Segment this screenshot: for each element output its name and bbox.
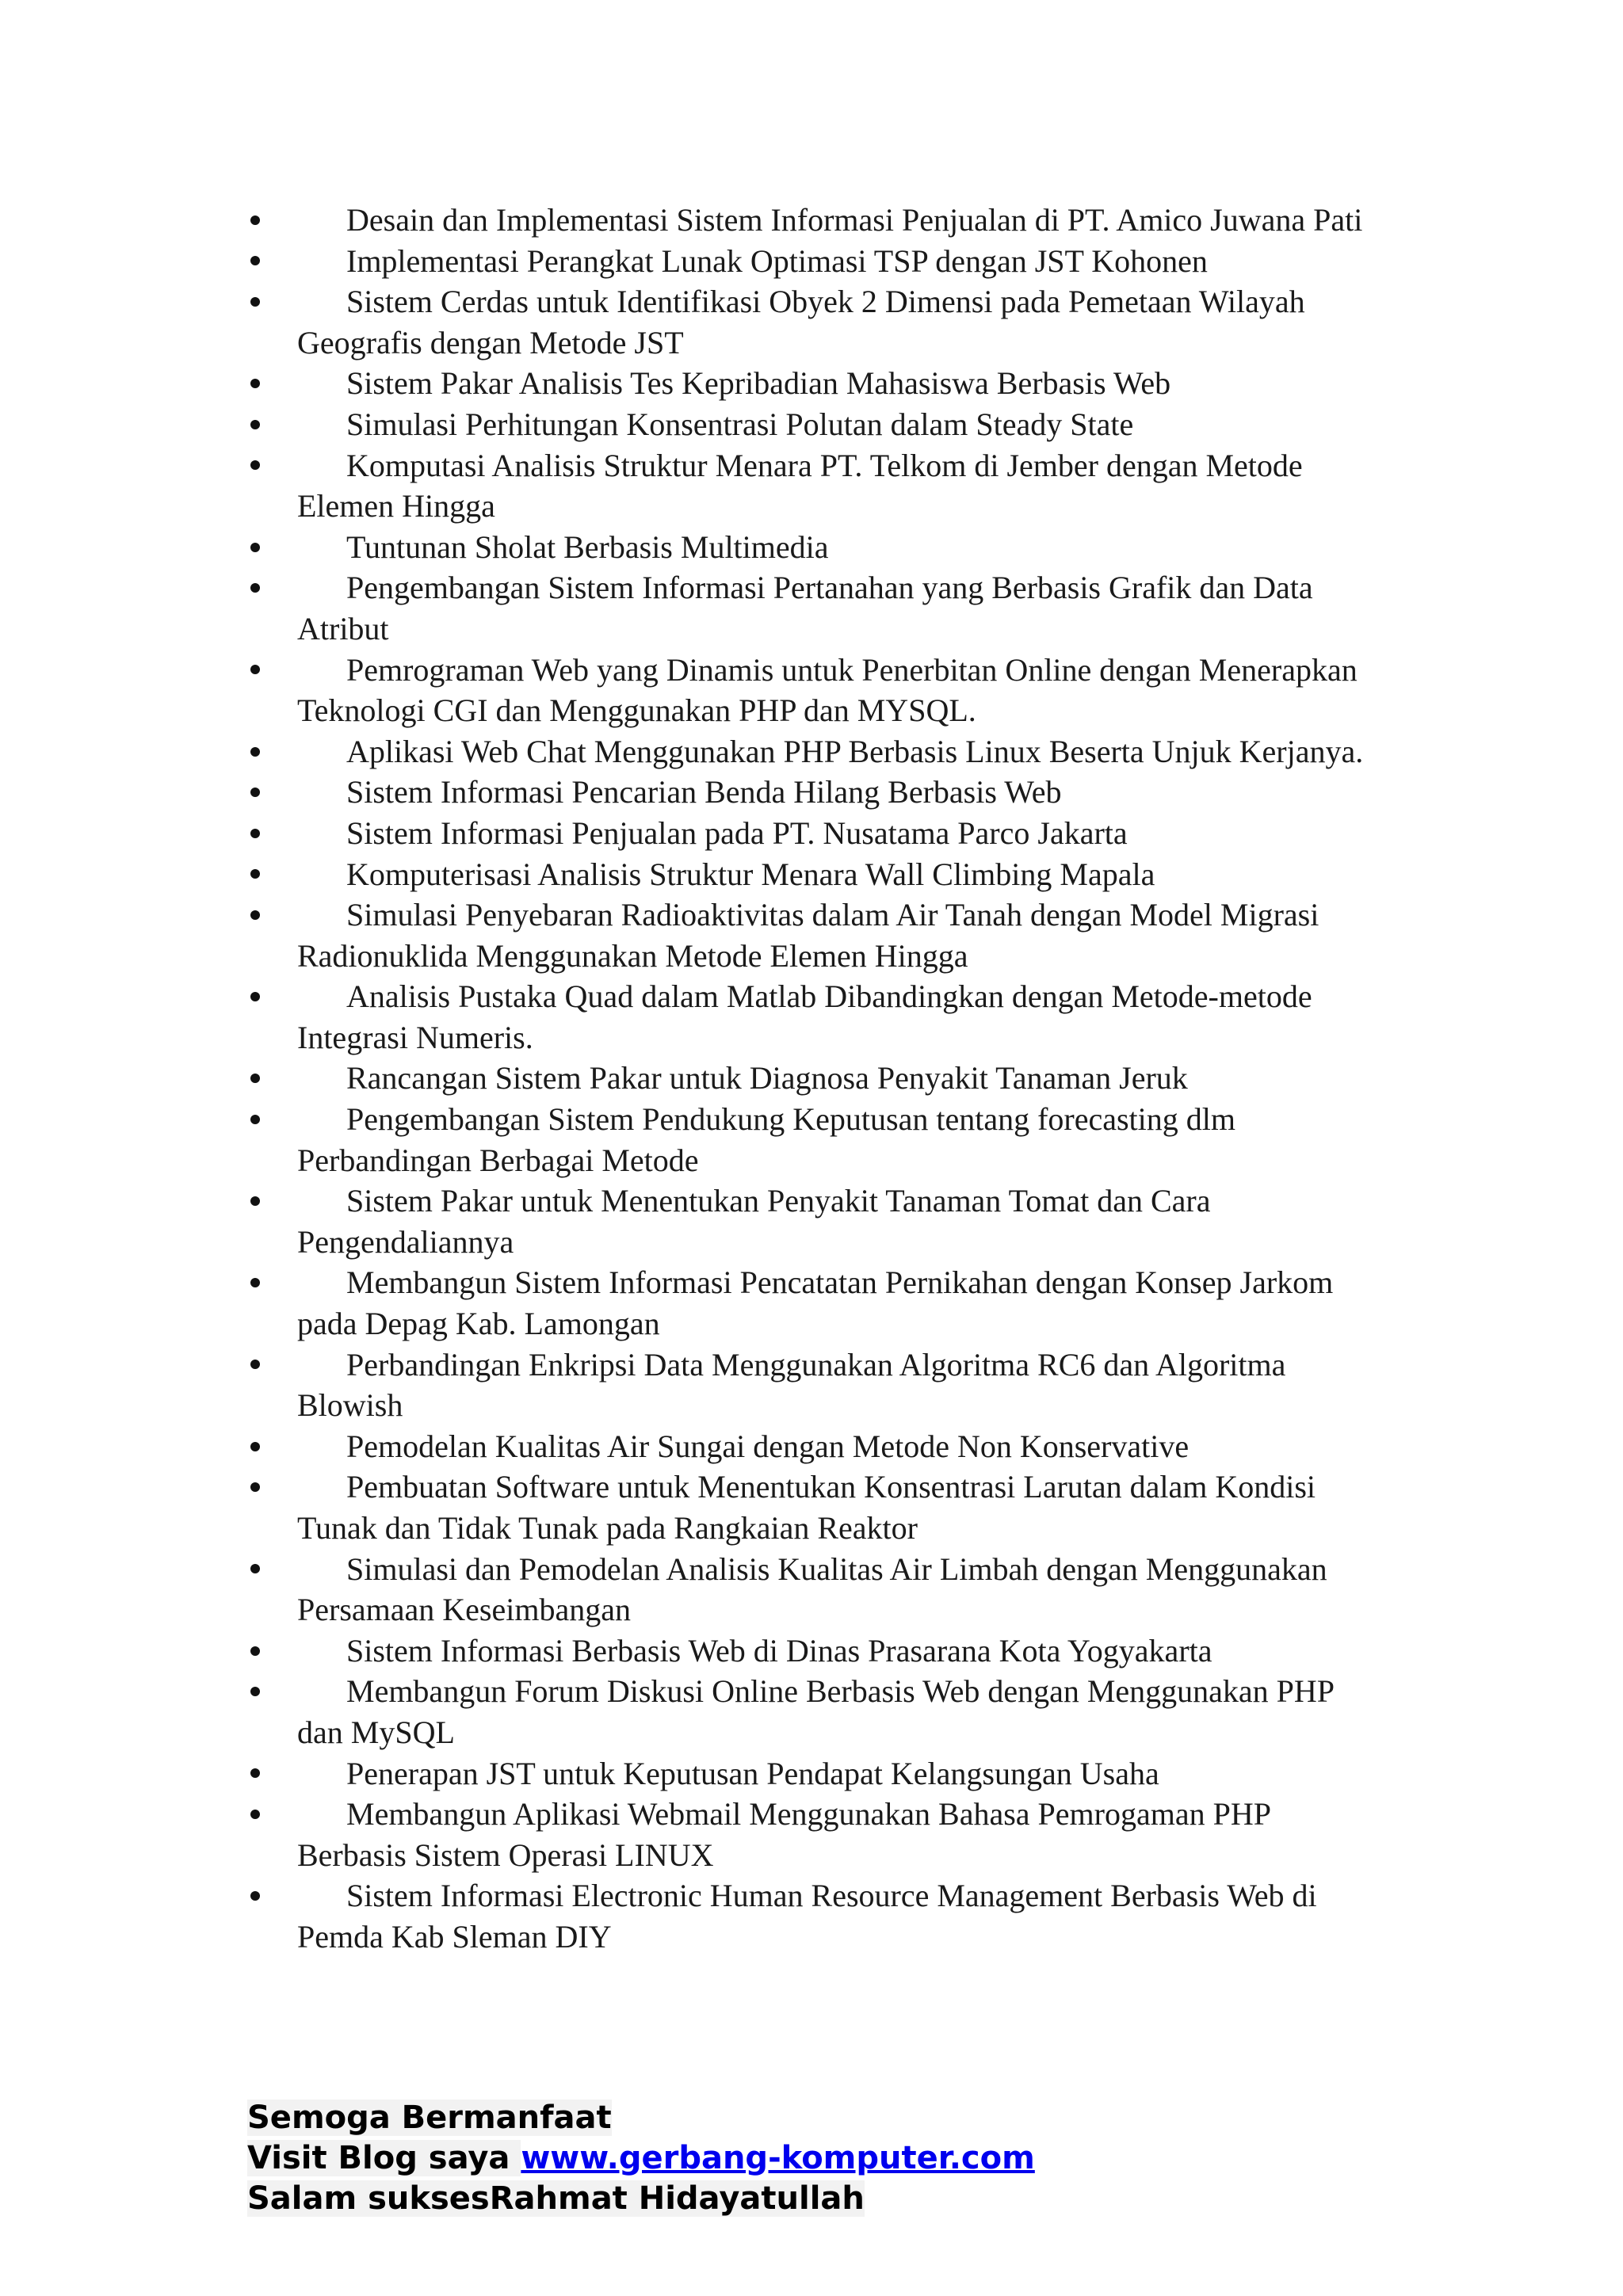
list-item-text: Implementasi Perangkat Lunak Optimasi TSP dengan JST Kohonen <box>346 242 1208 279</box>
list-item <box>0 772 1623 813</box>
bullet-icon <box>247 854 263 895</box>
bullet-icon <box>247 813 263 854</box>
list-item-text: Pengembangan Sistem Informasi Pertanahan yang Berbasis Grafik dan Data Atribut <box>297 570 1313 646</box>
visit-blog-text: Visit Blog saya <box>247 2140 521 2176</box>
bullet-icon <box>247 1875 263 1917</box>
list-item-text: Aplikasi Web Chat Menggunakan PHP Berbasis Linux Beserta Unjuk Kerjanya. <box>346 733 1364 769</box>
list-item-text: Penerapan JST untuk Keputusan Pendapat Kelangsungan Usaha <box>346 1755 1159 1791</box>
list-item-text: Sistem Cerdas untuk Identifikasi Obyek 2 Dimensi pada Pemetaan Wilayah Geografis dengan Metode JST <box>297 284 1305 360</box>
list-item <box>0 404 1623 445</box>
list-item <box>0 1549 1623 1630</box>
bullet-icon <box>247 1671 263 1712</box>
list-item <box>0 731 1623 772</box>
list-item <box>0 1099 1623 1180</box>
bullet-icon <box>247 404 263 445</box>
list-item-text: Komputerisasi Analisis Struktur Menara Wall Climbing Mapala <box>346 856 1155 892</box>
list-item <box>0 854 1623 895</box>
bullet-icon <box>247 241 263 282</box>
list-item <box>0 1753 1623 1794</box>
list-item-text: Membangun Sistem Informasi Pencatatan Pernikahan dengan Konsep Jarkom pada Depag Kab. Lamongan <box>297 1264 1334 1342</box>
list-item-text: Sistem Informasi Electronic Human Resource Management Berbasis Web di Pemda Kab Sleman DIY <box>297 1878 1317 1955</box>
bullet-icon <box>247 1344 263 1386</box>
bullet-icon <box>247 894 263 936</box>
thesis-title-list <box>0 200 1623 1958</box>
bullet-icon <box>247 1630 263 1672</box>
bullet-icon <box>247 1794 263 1835</box>
list-item-text: Pemrograman Web yang Dinamis untuk Penerbitan Online dengan Menerapkan Teknologi CGI dan Menggunakan PHP dan MYSQL. <box>297 651 1358 729</box>
bullet-icon <box>247 281 263 322</box>
footer-line-1 <box>247 2098 1035 2138</box>
bullet-icon <box>247 1549 263 1590</box>
list-item <box>0 650 1623 731</box>
bullet-icon <box>247 363 263 404</box>
list-item <box>0 813 1623 854</box>
list-item-text: Desain dan Implementasi Sistem Informasi Penjualan di PT. Amico Juwana Pati <box>346 202 1363 238</box>
list-item-text: Perbandingan Enkripsi Data Menggunakan Algoritma RC6 dan Algoritma Blowish <box>297 1346 1286 1424</box>
bullet-icon <box>247 527 263 568</box>
list-item-text: Komputasi Analisis Struktur Menara PT. Telkom di Jember dengan Metode Elemen Hingga <box>297 447 1303 524</box>
list-item <box>0 445 1623 527</box>
bullet-icon <box>247 1262 263 1303</box>
list-item <box>0 241 1623 282</box>
bullet-icon <box>247 1426 263 1467</box>
list-item-text: Sistem Pakar untuk Menentukan Penyakit Tanaman Tomat dan Cara Pengendaliannya <box>297 1183 1211 1260</box>
list-item <box>0 1671 1623 1753</box>
list-item-text: Sistem Informasi Pencarian Benda Hilang Berbasis Web <box>346 774 1062 810</box>
list-item <box>0 1466 1623 1548</box>
list-item <box>0 1875 1623 1957</box>
bullet-icon <box>247 1099 263 1140</box>
list-item <box>0 200 1623 241</box>
closing-greeting: Semoga Bermanfaat <box>247 2100 612 2136</box>
bullet-icon <box>247 1753 263 1794</box>
list-item-text: Rancangan Sistem Pakar untuk Diagnosa Penyakit Tanaman Jeruk <box>346 1060 1188 1097</box>
list-item-text: Tuntunan Sholat Berbasis Multimedia <box>346 528 829 565</box>
footer-line-3 <box>247 2179 1035 2219</box>
list-item <box>0 1344 1623 1426</box>
bullet-icon <box>247 567 263 608</box>
list-item <box>0 894 1623 976</box>
bullet-icon <box>247 976 263 1017</box>
list-item-text: Sistem Informasi Penjualan pada PT. Nusatama Parco Jakarta <box>346 814 1128 851</box>
bullet-icon <box>247 1180 263 1222</box>
list-item-text: Analisis Pustaka Quad dalam Matlab Dibandingkan dengan Metode-metode Integrasi Numeris. <box>297 978 1312 1055</box>
list-item <box>0 1180 1623 1262</box>
list-item <box>0 281 1623 363</box>
bullet-icon <box>247 650 263 691</box>
bullet-icon <box>247 200 263 241</box>
list-item-text: Simulasi dan Pemodelan Analisis Kualitas Air Limbah dengan Menggunakan Persamaan Keseimbangan <box>297 1550 1327 1628</box>
blog-link[interactable]: www.gerbang-komputer.com <box>521 2140 1035 2176</box>
bullet-icon <box>247 772 263 813</box>
footer <box>247 2098 1035 2219</box>
list-item <box>0 1426 1623 1467</box>
list-item <box>0 1630 1623 1672</box>
list-item <box>0 363 1623 404</box>
list-item-text: Simulasi Penyebaran Radioaktivitas dalam Air Tanah dengan Model Migrasi Radionuklida Menggunakan Metode Elemen Hingga <box>297 897 1319 974</box>
list-item <box>0 1794 1623 1875</box>
list-item-text: Membangun Forum Diskusi Online Berbasis Web dengan Menggunakan PHP dan MySQL <box>297 1673 1334 1750</box>
list-item-text: Sistem Informasi Berbasis Web di Dinas Prasarana Kota Yogyakarta <box>346 1632 1212 1669</box>
list-item-text: Sistem Pakar Analisis Tes Kepribadian Mahasiswa Berbasis Web <box>346 365 1171 402</box>
list-item-text: Membangun Aplikasi Webmail Menggunakan Bahasa Pemrogaman PHP Berbasis Sistem Operasi LINUX <box>297 1796 1270 1873</box>
list-item <box>0 567 1623 649</box>
list-item-text: Pembuatan Software untuk Menentukan Konsentrasi Larutan dalam Kondisi Tunak dan Tidak Tunak pada Rangkaian Reaktor <box>297 1469 1316 1546</box>
list-item <box>0 1058 1623 1099</box>
bullet-icon <box>247 731 263 772</box>
bullet-icon <box>247 1058 263 1099</box>
bullet-icon <box>247 445 263 486</box>
list-item <box>0 1262 1623 1344</box>
bullet-icon <box>247 1466 263 1508</box>
list-item-text: Pengembangan Sistem Pendukung Keputusan tentang forecasting dlm Perbandingan Berbagai Metode <box>297 1101 1236 1178</box>
list-item-text: Pemodelan Kualitas Air Sungai dengan Metode Non Konservative <box>346 1428 1190 1464</box>
list-item-text: Simulasi Perhitungan Konsentrasi Polutan dalam Steady State <box>346 406 1134 442</box>
signature-text: Salam suksesRahmat Hidayatullah <box>247 2180 865 2217</box>
footer-line-2 <box>247 2138 1035 2179</box>
list-item <box>0 527 1623 568</box>
list-item <box>0 976 1623 1058</box>
